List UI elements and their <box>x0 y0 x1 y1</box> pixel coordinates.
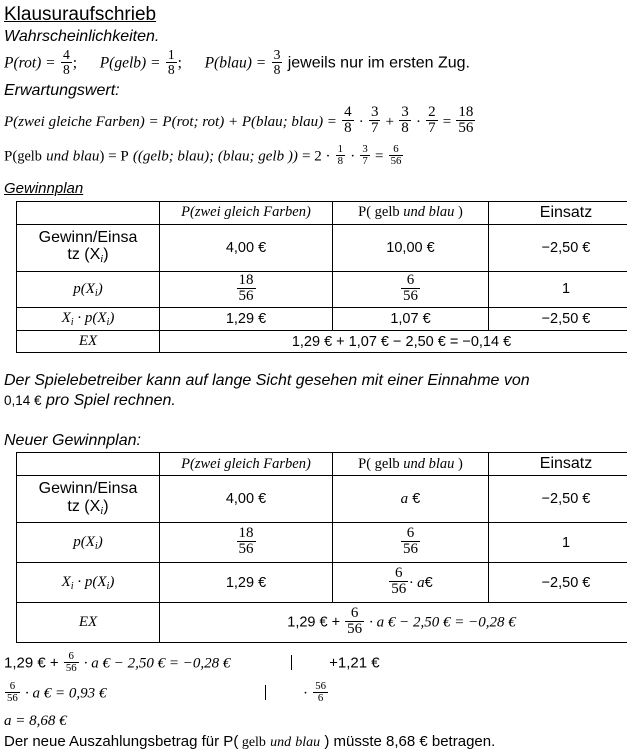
cell2-xp-same: 1,29 € <box>160 563 333 603</box>
eq-yb-und: und <box>46 148 69 164</box>
p-rot-fraction: $\frac{4}{8}$ <box>61 48 72 77</box>
solve2-op-dot: · <box>303 686 308 702</box>
cell2-prob-yb <box>333 523 489 563</box>
solve-line-3 <box>0 705 627 730</box>
header2-cell-yellow-blue: P( gelb und blau ) <box>333 453 489 476</box>
row-label-ex: EX <box>17 331 160 353</box>
table-header-row <box>17 201 627 224</box>
row-label-probability: $p(X_i)$ <box>17 271 160 308</box>
eq-yb-close: ) = P <box>99 148 128 164</box>
fraction-18-56: $\frac{18}{56}$ <box>456 105 475 137</box>
solve1-a: 1,29 € + <box>4 655 59 672</box>
solve4-gelb: gelb <box>242 735 266 750</box>
p-gelb-label: P(gelb) = <box>100 55 161 72</box>
eq-yb-gelb: gelb <box>17 148 42 164</box>
cell-gain-yb: 10,00 € <box>333 224 489 271</box>
plan2-heading: Neuer Gewinnplan: <box>0 423 627 450</box>
fraction-18-56-t2: $\frac{18}{56}$ <box>237 526 256 558</box>
solve2-b: · a € = 0,93 € <box>25 686 106 702</box>
gewinnplan-table-2 <box>16 452 627 643</box>
row2-label-ex: EX <box>17 603 160 643</box>
eq-yb-eq2: = <box>375 148 383 164</box>
p-blau-label: P(blau) = <box>205 55 267 72</box>
cell2-gain-yb: a € <box>333 476 489 523</box>
header2-cell-empty <box>17 453 160 476</box>
fraction-18-56-t1: $\frac{18}{56}$ <box>237 273 256 305</box>
equation-same-colors <box>0 100 627 138</box>
fraction-1-8: $\frac{1}{8}$ <box>336 144 345 167</box>
cell-xp-yb: 1,07 € <box>333 308 489 331</box>
table-row-ex <box>17 331 627 353</box>
probabilities-tail: jeweils nur im ersten Zug. <box>288 55 470 72</box>
solve1-op: +1,21 € <box>329 655 379 672</box>
table-row-probability <box>17 271 627 308</box>
conclusion-line-2: pro Spiel rechnen. <box>46 392 176 409</box>
solve4-b: ) müsste 8,68 € betragen. <box>324 733 495 750</box>
fraction-3-7: $\frac{3}{7}$ <box>369 105 381 137</box>
conclusion-line-1: Der Spielebetreiber kann auf lange Sicht gesehen mit einer Einnahme von <box>4 372 530 389</box>
row-label-gain: Gewinn/Einsa tz $(X_i)$ <box>17 224 160 271</box>
p-blau-fraction: $\frac{3}{8}$ <box>272 48 283 77</box>
fraction-6-56: $\frac{6}{56}$ <box>389 144 404 167</box>
subtitle-wahrscheinlichkeiten: Wahrscheinlichkeiten. <box>0 26 627 46</box>
dot-1: · <box>359 114 364 130</box>
gewinnplan-table-1 <box>16 201 627 353</box>
expectation-heading: Erwartungswert: <box>0 78 627 100</box>
plus-sign: + <box>386 114 394 130</box>
probabilities-line <box>0 46 627 78</box>
fraction-4-8: $\frac{4}{8}$ <box>342 105 354 137</box>
eq-yb-eq: = 2 · <box>302 148 330 164</box>
cell2-prob-same <box>160 523 333 563</box>
table2-header-row <box>17 453 627 476</box>
p-rot-label: P(rot) = <box>4 55 56 72</box>
solve4-a: Der neue Auszahlungsbetrag für P( <box>4 733 238 750</box>
conclusion-amount: 0,14 € <box>4 393 42 408</box>
fraction-2-7: $\frac{2}{7}$ <box>426 105 438 137</box>
cell-gain-einsatz: −2,50 € <box>489 224 627 271</box>
table2-row-ex <box>17 603 627 643</box>
cell2-prob-einsatz: 1 <box>489 523 627 563</box>
fraction-6-56-t1: $\frac{6}{56}$ <box>401 273 420 305</box>
solve-line-4 <box>0 730 627 751</box>
plan1-heading: Gewinnplan <box>0 180 627 198</box>
table2-row-xp <box>17 563 627 603</box>
table-row-xp <box>17 308 627 331</box>
table2-row-gain <box>17 476 627 523</box>
cell2-gain-same: 4,00 € <box>160 476 333 523</box>
vertical-bar-2 <box>265 685 267 700</box>
conclusion-paragraph <box>0 365 627 411</box>
cell-xp-einsatz: −2,50 € <box>489 308 627 331</box>
cell-xp-same: 1,29 € <box>160 308 333 331</box>
fraction-6-56-t2: $\frac{6}{56}$ <box>401 526 420 558</box>
header2-cell-einsatz: Einsatz <box>489 453 627 476</box>
dot-2: · <box>416 114 421 130</box>
solve3-result: a = 8,68 € <box>4 713 67 729</box>
cell-prob-einsatz: 1 <box>489 271 627 308</box>
fraction-6-56-ex: $\frac{6}{56}$ <box>345 606 364 638</box>
separator-1: ; <box>73 55 77 72</box>
row2-label-gain: Gewinn/Einsa tz $(X_i)$ <box>17 476 160 523</box>
fraction-3-7-b: $\frac{3}{7}$ <box>360 144 369 167</box>
page-title: Klausuraufschrieb <box>0 0 627 26</box>
eq-yb-dot: · <box>350 148 355 164</box>
solve-line-2 <box>0 675 627 705</box>
separator-2: ; <box>178 55 182 72</box>
fraction-6-56-s2: $\frac{6}{56}$ <box>5 681 20 704</box>
header-cell-einsatz: Einsatz <box>489 201 627 224</box>
vertical-bar-1 <box>291 655 293 670</box>
solve-line-1 <box>0 643 627 675</box>
eq-yb-blau: blau <box>73 148 100 164</box>
equals-sign: = <box>443 114 451 130</box>
header2-cell-same-colors: P(zwei gleich Farben) <box>160 453 333 476</box>
solve4-und: und <box>270 735 291 750</box>
table2-row-probability <box>17 523 627 563</box>
cell2-xp-yb: $\frac{6}{56}$ · a€ <box>333 563 489 603</box>
fraction-6-56-s1: $\frac{6}{56}$ <box>64 651 79 674</box>
cell-gain-same: 4,00 € <box>160 224 333 271</box>
fraction-6-56-xp: $\frac{6}{56}$ <box>389 566 408 598</box>
eq-yb-p: P( <box>4 148 17 164</box>
row-label-xp: $X_i \cdot p(X_i)$ <box>17 308 160 331</box>
cell2-gain-einsatz: −2,50 € <box>489 476 627 523</box>
cell-prob-yb <box>333 271 489 308</box>
cell2-ex-value: 1,29 € + $\frac{6}{56}$ · a € − 2,50 € = −0,28 € <box>160 603 627 643</box>
solve4-blau: blau <box>295 735 320 750</box>
cell2-xp-einsatz: −2,50 € <box>489 563 627 603</box>
row2-label-probability: $p(X_i)$ <box>17 523 160 563</box>
eq-yb-inner: ((gelb; blau); (blau; gelb )) <box>133 148 298 164</box>
cell-ex-value: 1,29 € + 1,07 € − 2,50 € = −0,14 € <box>160 331 627 353</box>
header-cell-same-colors: P(zwei gleich Farben) <box>160 201 333 224</box>
header-cell-yellow-blue: P( gelb und blau ) <box>333 201 489 224</box>
solve1-b: · a € − 2,50 € = −0,28 € <box>84 656 231 672</box>
row2-label-xp: $X_i \cdot p(X_i)$ <box>17 563 160 603</box>
cell-prob-same <box>160 271 333 308</box>
table-row-gain <box>17 224 627 271</box>
equation-yellow-blue <box>0 138 627 168</box>
eq-same-lhs: P(zwei gleiche Farben) = P(rot; rot) + P(blau; blau) = <box>4 114 337 130</box>
header-cell-empty <box>17 201 160 224</box>
p-gelb-fraction: $\frac{1}{8}$ <box>166 48 177 77</box>
fraction-56-6: $\frac{56}{6}$ <box>313 681 328 704</box>
fraction-3-8: $\frac{3}{8}$ <box>399 105 411 137</box>
